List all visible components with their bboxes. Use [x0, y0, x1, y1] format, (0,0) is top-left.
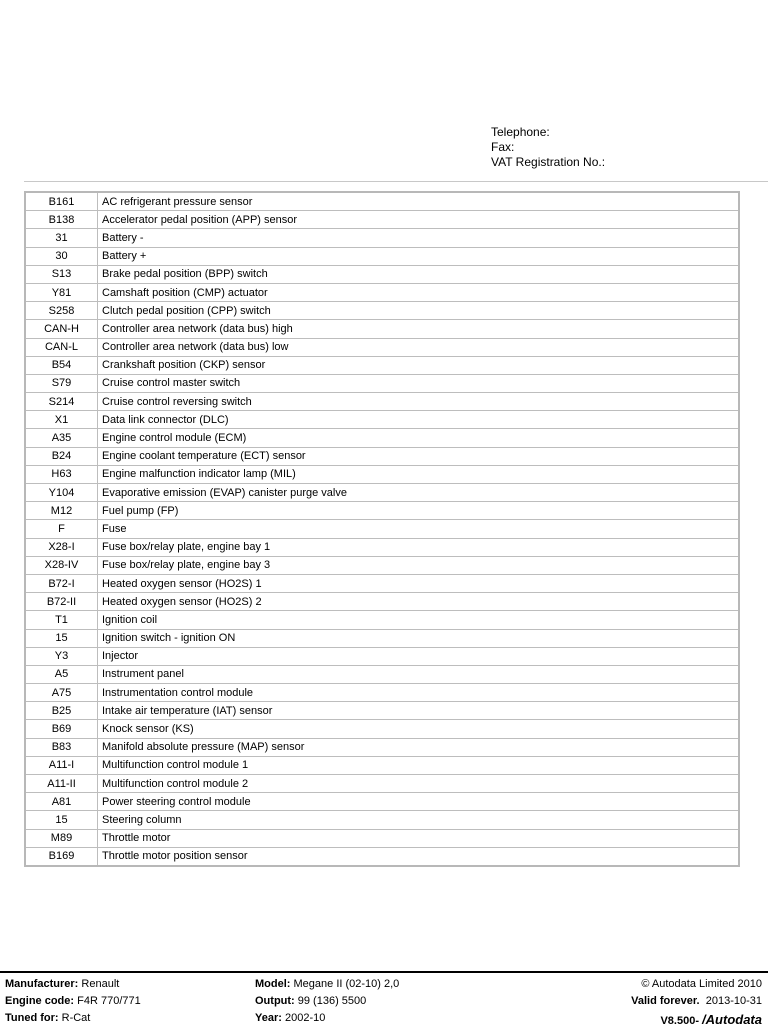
- legend-row: [25, 283, 739, 301]
- valid-label: Valid forever.: [631, 995, 700, 1007]
- legend-row: [25, 702, 739, 720]
- component-code: B54: [25, 356, 98, 374]
- legend-row: [25, 629, 739, 647]
- valid-date: 2013-10-31: [705, 995, 762, 1007]
- legend-row: [25, 847, 739, 866]
- component-code: S214: [25, 393, 98, 411]
- legend-row: [25, 411, 739, 429]
- component-code: 30: [25, 247, 98, 265]
- legend-row: [25, 447, 739, 465]
- component-description: Fuel pump (FP): [98, 502, 740, 520]
- legend-row: [25, 647, 739, 665]
- component-code: T1: [25, 611, 98, 629]
- component-description: Data link connector (DLC): [98, 411, 740, 429]
- year-label: Year:: [255, 1012, 282, 1024]
- component-description: Throttle motor: [98, 829, 740, 847]
- component-description: Fuse box/relay plate, engine bay 3: [98, 556, 740, 574]
- engine-code-value: F4R 770/771: [77, 995, 141, 1007]
- component-description: Ignition switch - ignition ON: [98, 629, 740, 647]
- legend-row: [25, 229, 739, 247]
- component-description: Fuse: [98, 520, 740, 538]
- output-value: 99 (136) 5500: [297, 995, 367, 1007]
- fax-label: Fax:: [491, 140, 515, 154]
- autodata-logo: /Autodata: [702, 1012, 762, 1024]
- component-legend-table: [24, 191, 740, 867]
- vat-registration-label: VAT Registration No.:: [491, 155, 606, 169]
- component-code: CAN-L: [25, 338, 98, 356]
- component-code: A75: [25, 684, 98, 702]
- legend-row: [25, 356, 739, 374]
- legend-row: [25, 484, 739, 502]
- component-description: Controller area network (data bus) high: [98, 320, 740, 338]
- tuned-for-label: Tuned for:: [5, 1012, 59, 1024]
- copyright-notice: © Autodata Limited 2010: [641, 978, 762, 990]
- legend-row: [25, 192, 739, 211]
- component-description: Accelerator pedal position (APP) sensor: [98, 211, 740, 229]
- legend-row: [25, 265, 739, 283]
- component-description: Injector: [98, 647, 740, 665]
- legend-row: [25, 756, 739, 774]
- legend-row: [25, 611, 739, 629]
- component-description: Manifold absolute pressure (MAP) sensor: [98, 738, 740, 756]
- component-description: Throttle motor position sensor: [98, 847, 740, 866]
- legend-row: [25, 302, 739, 320]
- legend-row: [25, 775, 739, 793]
- header-divider: [24, 181, 768, 182]
- document-footer: [0, 971, 768, 1024]
- component-code: H63: [25, 465, 98, 483]
- manufacturer-label: Manufacturer:: [5, 978, 79, 990]
- component-description: Intake air temperature (IAT) sensor: [98, 702, 740, 720]
- component-code: CAN-H: [25, 320, 98, 338]
- legend-row: [25, 320, 739, 338]
- manufacturer-value: Renault: [81, 978, 120, 990]
- component-description: Evaporative emission (EVAP) canister purge valve: [98, 484, 740, 502]
- component-description: Battery +: [98, 247, 740, 265]
- component-description: Power steering control module: [98, 793, 740, 811]
- component-description: Engine control module (ECM): [98, 429, 740, 447]
- component-description: Knock sensor (KS): [98, 720, 740, 738]
- component-code: F: [25, 520, 98, 538]
- component-code: B72-I: [25, 574, 98, 592]
- component-code: A11-II: [25, 775, 98, 793]
- component-description: Multifunction control module 2: [98, 775, 740, 793]
- model-label: Model:: [255, 978, 291, 990]
- component-description: Multifunction control module 1: [98, 756, 740, 774]
- component-code: S79: [25, 374, 98, 392]
- engine-code-label: Engine code:: [5, 995, 75, 1007]
- legend-row: [25, 393, 739, 411]
- legend-row: [25, 665, 739, 683]
- legend-row: [25, 574, 739, 592]
- legend-row: [25, 520, 739, 538]
- component-code: B169: [25, 847, 98, 866]
- component-code: B72-II: [25, 593, 98, 611]
- year-value: 2002-10: [284, 1012, 326, 1024]
- component-description: Crankshaft position (CKP) sensor: [98, 356, 740, 374]
- component-description: Controller area network (data bus) low: [98, 338, 740, 356]
- legend-row: [25, 374, 739, 392]
- component-code: S258: [25, 302, 98, 320]
- component-description: Camshaft position (CMP) actuator: [98, 283, 740, 301]
- component-code: M12: [25, 502, 98, 520]
- output-label: Output:: [255, 995, 295, 1007]
- component-description: Ignition coil: [98, 611, 740, 629]
- component-code: S13: [25, 265, 98, 283]
- component-description: Instrument panel: [98, 665, 740, 683]
- component-code: X1: [25, 411, 98, 429]
- legend-row: [25, 556, 739, 574]
- version-label: V8.500-: [660, 1015, 699, 1024]
- component-code: B69: [25, 720, 98, 738]
- legend-row: [25, 738, 739, 756]
- component-description: Steering column: [98, 811, 740, 829]
- component-code: A5: [25, 665, 98, 683]
- component-description: Heated oxygen sensor (HO2S) 1: [98, 574, 740, 592]
- component-code: B138: [25, 211, 98, 229]
- component-description: Instrumentation control module: [98, 684, 740, 702]
- component-description: Battery -: [98, 229, 740, 247]
- legend-row: [25, 538, 739, 556]
- component-description: Fuse box/relay plate, engine bay 1: [98, 538, 740, 556]
- component-description: Cruise control reversing switch: [98, 393, 740, 411]
- component-description: Clutch pedal position (CPP) switch: [98, 302, 740, 320]
- component-code: M89: [25, 829, 98, 847]
- component-code: Y104: [25, 484, 98, 502]
- component-code: X28-I: [25, 538, 98, 556]
- legend-row: [25, 793, 739, 811]
- legend-row: [25, 720, 739, 738]
- component-code: A81: [25, 793, 98, 811]
- legend-row: [25, 338, 739, 356]
- legend-row: [25, 465, 739, 483]
- component-code: B24: [25, 447, 98, 465]
- component-code: B161: [25, 192, 98, 211]
- model-value: Megane II (02-10) 2,0: [293, 978, 400, 990]
- component-description: Cruise control master switch: [98, 374, 740, 392]
- component-code: B25: [25, 702, 98, 720]
- telephone-label: Telephone:: [491, 125, 550, 139]
- component-code: A35: [25, 429, 98, 447]
- component-description: Heated oxygen sensor (HO2S) 2: [98, 593, 740, 611]
- legend-row: [25, 811, 739, 829]
- component-code: B83: [25, 738, 98, 756]
- component-description: AC refrigerant pressure sensor: [98, 192, 740, 211]
- legend-row: [25, 502, 739, 520]
- component-code: A11-I: [25, 756, 98, 774]
- component-code: X28-IV: [25, 556, 98, 574]
- component-code: 31: [25, 229, 98, 247]
- tuned-for-value: R-Cat: [61, 1012, 91, 1024]
- legend-row: [25, 593, 739, 611]
- legend-row: [25, 829, 739, 847]
- legend-row: [25, 247, 739, 265]
- component-code: Y3: [25, 647, 98, 665]
- component-code: 15: [25, 811, 98, 829]
- component-code: Y81: [25, 283, 98, 301]
- legend-row: [25, 429, 739, 447]
- component-code: 15: [25, 629, 98, 647]
- component-description: Engine malfunction indicator lamp (MIL): [98, 465, 740, 483]
- legend-row: [25, 684, 739, 702]
- component-description: Brake pedal position (BPP) switch: [98, 265, 740, 283]
- component-description: Engine coolant temperature (ECT) sensor: [98, 447, 740, 465]
- contact-block: [491, 125, 605, 170]
- legend-row: [25, 211, 739, 229]
